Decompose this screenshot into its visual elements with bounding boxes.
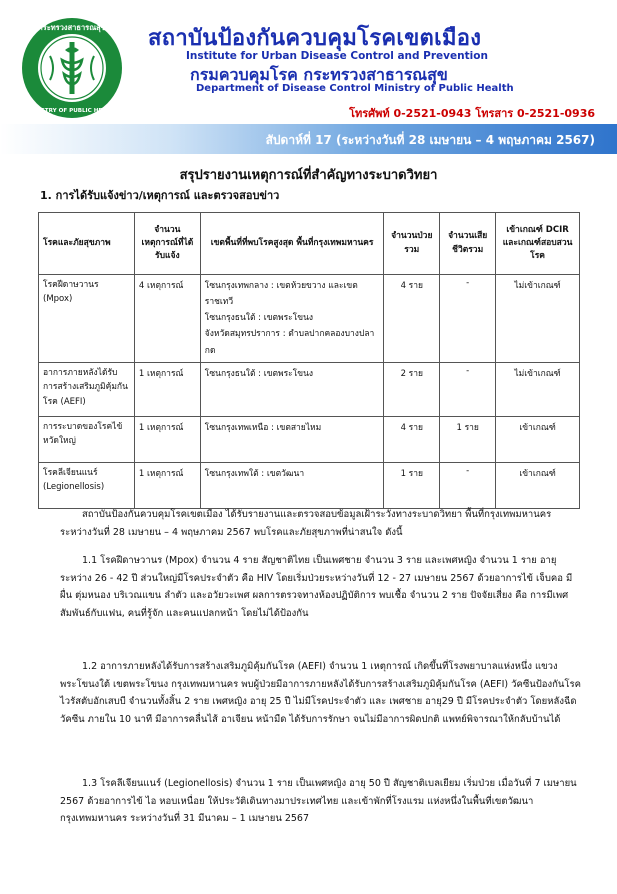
sick-cell: 4 ราย xyxy=(384,275,440,363)
aefi-paragraph xyxy=(60,658,582,728)
area-cell xyxy=(200,416,384,462)
criteria-cell: ไม่เข้าเกณฑ์ xyxy=(496,362,580,416)
logo-ring-bottom: MINISTRY OF PUBLIC HEALTH xyxy=(26,108,118,114)
events-cell: 1 เหตุการณ์ xyxy=(134,462,200,508)
criteria-cell: เข้าเกณฑ์ xyxy=(496,462,580,508)
event-summary-table xyxy=(38,212,580,509)
area-cell xyxy=(200,462,384,508)
institute-name-thai: สถาบันป้องกันควบคุมโรคเขตเมือง xyxy=(148,26,482,51)
column-header-area: เขตพื้นที่ที่พบโรคสูงสุด พื้นที่กรุงเทพมหานคร xyxy=(200,213,384,275)
dead-cell: - xyxy=(440,462,496,508)
column-header-events: จำนวนเหตุการณ์ที่ได้รับแจ้ง xyxy=(134,213,200,275)
column-header-dead: จำนวนเสียชีวิตรวม xyxy=(440,213,496,275)
area-line: โซนกรุงธนใต้ : เขตพระโขนง xyxy=(204,313,314,324)
sick-cell: 4 ราย xyxy=(384,416,440,462)
criteria-cell: เข้าเกณฑ์ xyxy=(496,416,580,462)
table-row xyxy=(39,416,580,462)
table-row xyxy=(39,362,580,416)
institute-name-english: Institute for Urban Disease Control and Prevention xyxy=(186,50,488,62)
aefi-text: 1.2 อาการภายหลังได้รับการสร้างเสริมภูมิคุ้มกันโรค (AEFI) จำนวน 1 เหตุการณ์ เกิดขึ้นที่โรงพยาบาลแห่งหนึ่ง แขวงพระโขนงใต้ เขตพระโขนง กรุงเทพมหานคร พบผู้ป่วยมีอาการภายหลังได้รับการสร้างเสริมภูมิคุ้มกันโรค (AEFI) วัคซีนป้องกันโรคไวรัสตับอักเสบบี จำนวนทั้งสิ้น 2 ราย เพศหญิง อายุ 25 ปี ไม่มีโรคประจำตัว และ เพศชาย อายุ29 ปี มีโรคประจำตัว โดยหลังฉีดวัคซีน ภายใน 10 นาที มีอาการคลื่นไส้ อาเจียน หน้ามืด ได้รับการรักษา จนไม่มีอาการผิดปกติ แพทย์พิจารณาให้กลับบ้านได้ xyxy=(60,661,581,725)
disease-cell: อาการภายหลังได้รับการสร้างเสริมภูมิคุ้มกันโรค (AEFI) xyxy=(39,362,135,416)
criteria-cell: ไม่เข้าเกณฑ์ xyxy=(496,275,580,363)
department-name-thai: กรมควบคุมโรค กระทรวงสาธารณสุข xyxy=(190,65,448,84)
disease-cell: โรคลีเจียนแนร์ (Legionellosis) xyxy=(39,462,135,508)
logo-ring-text: กระทรวงสาธารณสุข xyxy=(38,23,106,32)
intro-paragraph xyxy=(60,506,582,541)
report-title: สรุปรายงานเหตุการณ์ที่สำคัญทางระบาดวิทยา xyxy=(179,168,438,183)
area-line: จังหวัดสมุทรปราการ : ตำบลปากคลองบางปลากด xyxy=(204,329,375,356)
table-row xyxy=(39,275,580,363)
ministry-of-public-health-logo xyxy=(20,16,124,120)
disease-cell: โรคฝีดาษวานร (Mpox) xyxy=(39,275,135,363)
department-name-english: Department of Disease Control Ministry of Public Health xyxy=(196,83,514,94)
sick-cell: 2 ราย xyxy=(384,362,440,416)
events-cell: 1 เหตุการณ์ xyxy=(134,416,200,462)
dead-cell: - xyxy=(440,275,496,363)
intro-text: สถาบันป้องกันควบคุมโรคเขตเมือง ได้รับรายงานและตรวจสอบข้อมูลเฝ้าระวังทางระบาดวิทยา พื้นที่กรุงเทพมหานคร ระหว่างวันที่ 28 เมษายน – 4 พฤษภาคม 2567 พบโรคและภัยสุขภาพที่น่าสนใจ ดังนี้ xyxy=(60,509,552,538)
disease-cell: การระบาดของโรคไข้หวัดใหญ่ xyxy=(39,416,135,462)
area-line: โซนกรุงธนใต้ : เขตพระโขนง xyxy=(204,368,314,379)
mpox-paragraph xyxy=(60,552,582,622)
area-cell xyxy=(200,362,384,416)
column-header-criteria: เข้าเกณฑ์ DCIR และเกณฑ์สอบสวนโรค xyxy=(496,213,580,275)
dead-cell: - xyxy=(440,362,496,416)
table-header-row xyxy=(39,213,580,275)
table-row xyxy=(39,462,580,508)
sick-cell: 1 ราย xyxy=(384,462,440,508)
section-heading: 1. การได้รับแจ้งข่าว/เหตุการณ์ และตรวจสอบข่าว xyxy=(40,189,280,202)
week-banner xyxy=(0,124,617,154)
legionellosis-paragraph xyxy=(60,775,582,828)
legionellosis-text: 1.3 โรคลีเจียนแนร์ (Legionellosis) จำนวน 1 ราย เป็นเพศหญิง อายุ 50 ปี สัญชาติเบลเยียม เริ่มป่วย เมื่อวันที่ 7 เมษายน 2567 ด้วยอาการไข้ ไอ หอบเหนื่อย ให้ประวัติเดินทางมาประเทศไทย และเข้าพักที่โรงแรม แห่งหนึ่งในพื้นที่เขตวัฒนา กรุงเทพมหานคร ระหว่างวันที่ 31 มีนาคม – 1 เมษายน 2567 xyxy=(60,778,577,825)
letterhead xyxy=(0,0,617,160)
area-line: โซนกรุงเทพใต้ : เขตวัฒนา xyxy=(204,468,305,479)
dead-cell: 1 ราย xyxy=(440,416,496,462)
contact-numbers: โทรศัพท์ 0-2521-0943 โทรสาร 0-2521-0936 xyxy=(349,107,595,120)
area-cell xyxy=(200,275,384,363)
area-line: โซนกรุงเทพเหนือ : เขตสายไหม xyxy=(204,422,322,433)
events-cell: 4 เหตุการณ์ xyxy=(134,275,200,363)
column-header-disease: โรคและภัยสุขภาพ xyxy=(39,213,135,275)
week-range: สัปดาห์ที่ 17 (ระหว่างวันที่ 28 เมษายน – 4 พฤษภาคม 2567) xyxy=(265,133,595,147)
events-cell: 1 เหตุการณ์ xyxy=(134,362,200,416)
area-line: โซนกรุงเทพกลาง : เขตห้วยขวาง และเขตราชเทวี xyxy=(204,281,358,308)
mpox-text: 1.1 โรคฝีดาษวานร (Mpox) จำนวน 4 ราย สัญชาติไทย เป็นเพศชาย จำนวน 3 ราย และเพศหญิง จำนวน 1 ราย อายุระหว่าง 26 - 42 ปี ส่วนใหญ่มีโรคประจำตัว คือ HIV โดยเริ่มป่วยระหว่างวันที่ 12 - 27 เมษายน 2567 ด้วยอาการไข้ เจ็บคอ มีผื่น ตุ่มหนอง บริเวณแขน ลำตัว และอวัยวะเพศ ผลการตรวจทางห้องปฏิบัติการ พบเชื้อ จำนวน 2 ราย ปัจจัยเสี่ยง คือ การมีเพศสัมพันธ์กับแฟน, คนที่รู้จัก และคนแปลกหน้า โดยไม่ได้ป้องกัน xyxy=(60,555,573,619)
column-header-sick: จำนวนป่วยรวม xyxy=(384,213,440,275)
